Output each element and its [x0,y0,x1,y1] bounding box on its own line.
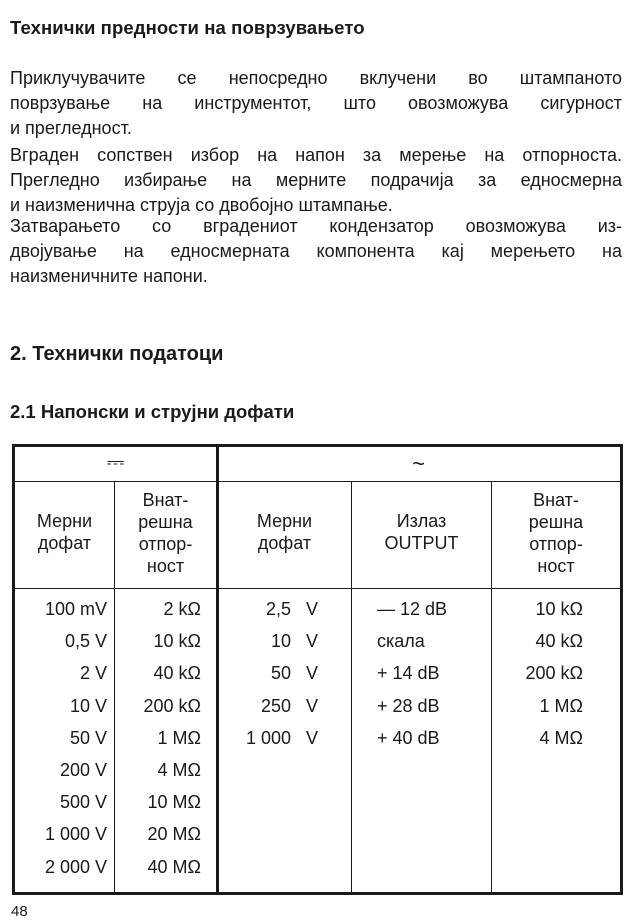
ac-range-value-cell: 2,5 [265,599,291,619]
dc-range-cell: 2 000 V [44,856,107,877]
ac-range-unit-cell: V [306,727,319,748]
dc-resistance-cell: 4 MΩ [157,760,201,780]
ac-resistance-cell: 40 kΩ [535,631,583,652]
text-line: наизменичните напони. [10,266,208,286]
ac-resistance-cell: 10 kΩ [535,599,583,619]
header-ac-output: Излаз OUTPUT [384,511,459,553]
dc-resistance-cell: 2 kΩ [163,599,201,619]
text-line: и наизменична струја со двобојно штампање. [10,195,393,215]
text-line: Приклучувачите се непосредно вклучени во штампаното [10,68,622,88]
dc-range-cell: 2 V [79,663,107,684]
paragraph-connectors [10,66,622,141]
dc-range-cell: 0,5 V [64,631,107,652]
dc-range-cell: 200 V [59,760,107,780]
dc-resistance-cell: 40 kΩ [153,663,201,684]
ac-range-value-cell: 50 [270,663,291,684]
ac-output-cell: + 28 dB [377,695,440,716]
row-divider [15,588,620,589]
ac-range-value-cell: 250 [260,695,291,716]
dc-symbol-icon: ⎓ [106,449,125,474]
header-dc-range: Мерни дофат [36,511,93,553]
page-number: 48 [11,903,28,920]
ac-output-cell: скала [377,631,425,652]
dc-resistance-cell: 20 MΩ [147,824,201,845]
ac-range-unit-cell: V [306,631,319,652]
dc-range-cell: 1 000 V [44,824,107,845]
dc-range-cell: 500 V [59,792,107,813]
text-line: Вграден сопствен избор на напон за мерење на отпорноста. [10,145,622,165]
ac-range-unit-cell: V [306,695,319,716]
dc-resistance-cell: 40 MΩ [147,856,201,877]
section-heading-advantages: Технички предности на поврзувањето [10,17,365,38]
dc-range-cell: 100 mV [44,599,107,619]
ac-resistance-cell: 1 MΩ [539,695,583,716]
ac-range-value-cell: 10 [270,631,291,652]
ranges-table [12,444,623,895]
section-heading-technical-data: 2. Технички податоци [10,343,224,365]
dc-resistance-cell: 1 MΩ [157,727,201,748]
paragraph-voltage-selector [10,143,622,218]
ac-range-unit-cell: V [306,599,319,619]
dc-resistance-cell: 10 kΩ [153,631,201,652]
dc-resistance-cell: 10 MΩ [147,792,201,813]
subsection-heading-ranges: 2.1 Напонски и струјни дофати [10,401,295,422]
header-dc-resistance: Внат- решна отпор- ност [138,490,193,576]
ac-resistance-cell: 4 MΩ [539,727,583,748]
text-line: Прегледно избирање на мерните подрачија за едносмерна [10,170,622,190]
dc-range-cell: 10 V [69,695,107,716]
text-line: поврзување на инструментот, што овозможува сигурност [10,93,622,113]
paragraph-capacitor [10,214,622,289]
text-line: двојување на едносмерната компонента кај мерењето на [10,241,622,261]
ac-range-value-cell: 1 000 [245,727,291,748]
ac-output-cell: + 40 dB [377,727,440,748]
ac-range-unit-cell: V [306,663,319,684]
text-line: Затварањето со вградениот кондензатор овозможува из- [10,216,622,236]
ac-output-cell: — 12 dB [377,599,448,619]
header-ac-range: Мерни дофат [256,511,313,553]
ac-resistance-cell: 200 kΩ [525,663,583,684]
dc-resistance-cell: 200 kΩ [143,695,201,716]
dc-range-cell: 50 V [69,727,107,748]
ac-output-cell: + 14 dB [377,663,440,684]
header-ac-resistance: Внат- решна отпор- ност [528,490,584,576]
row-divider [15,481,620,482]
text-line: и прегледност. [10,118,132,138]
ac-symbol-icon: ~ [412,451,425,476]
